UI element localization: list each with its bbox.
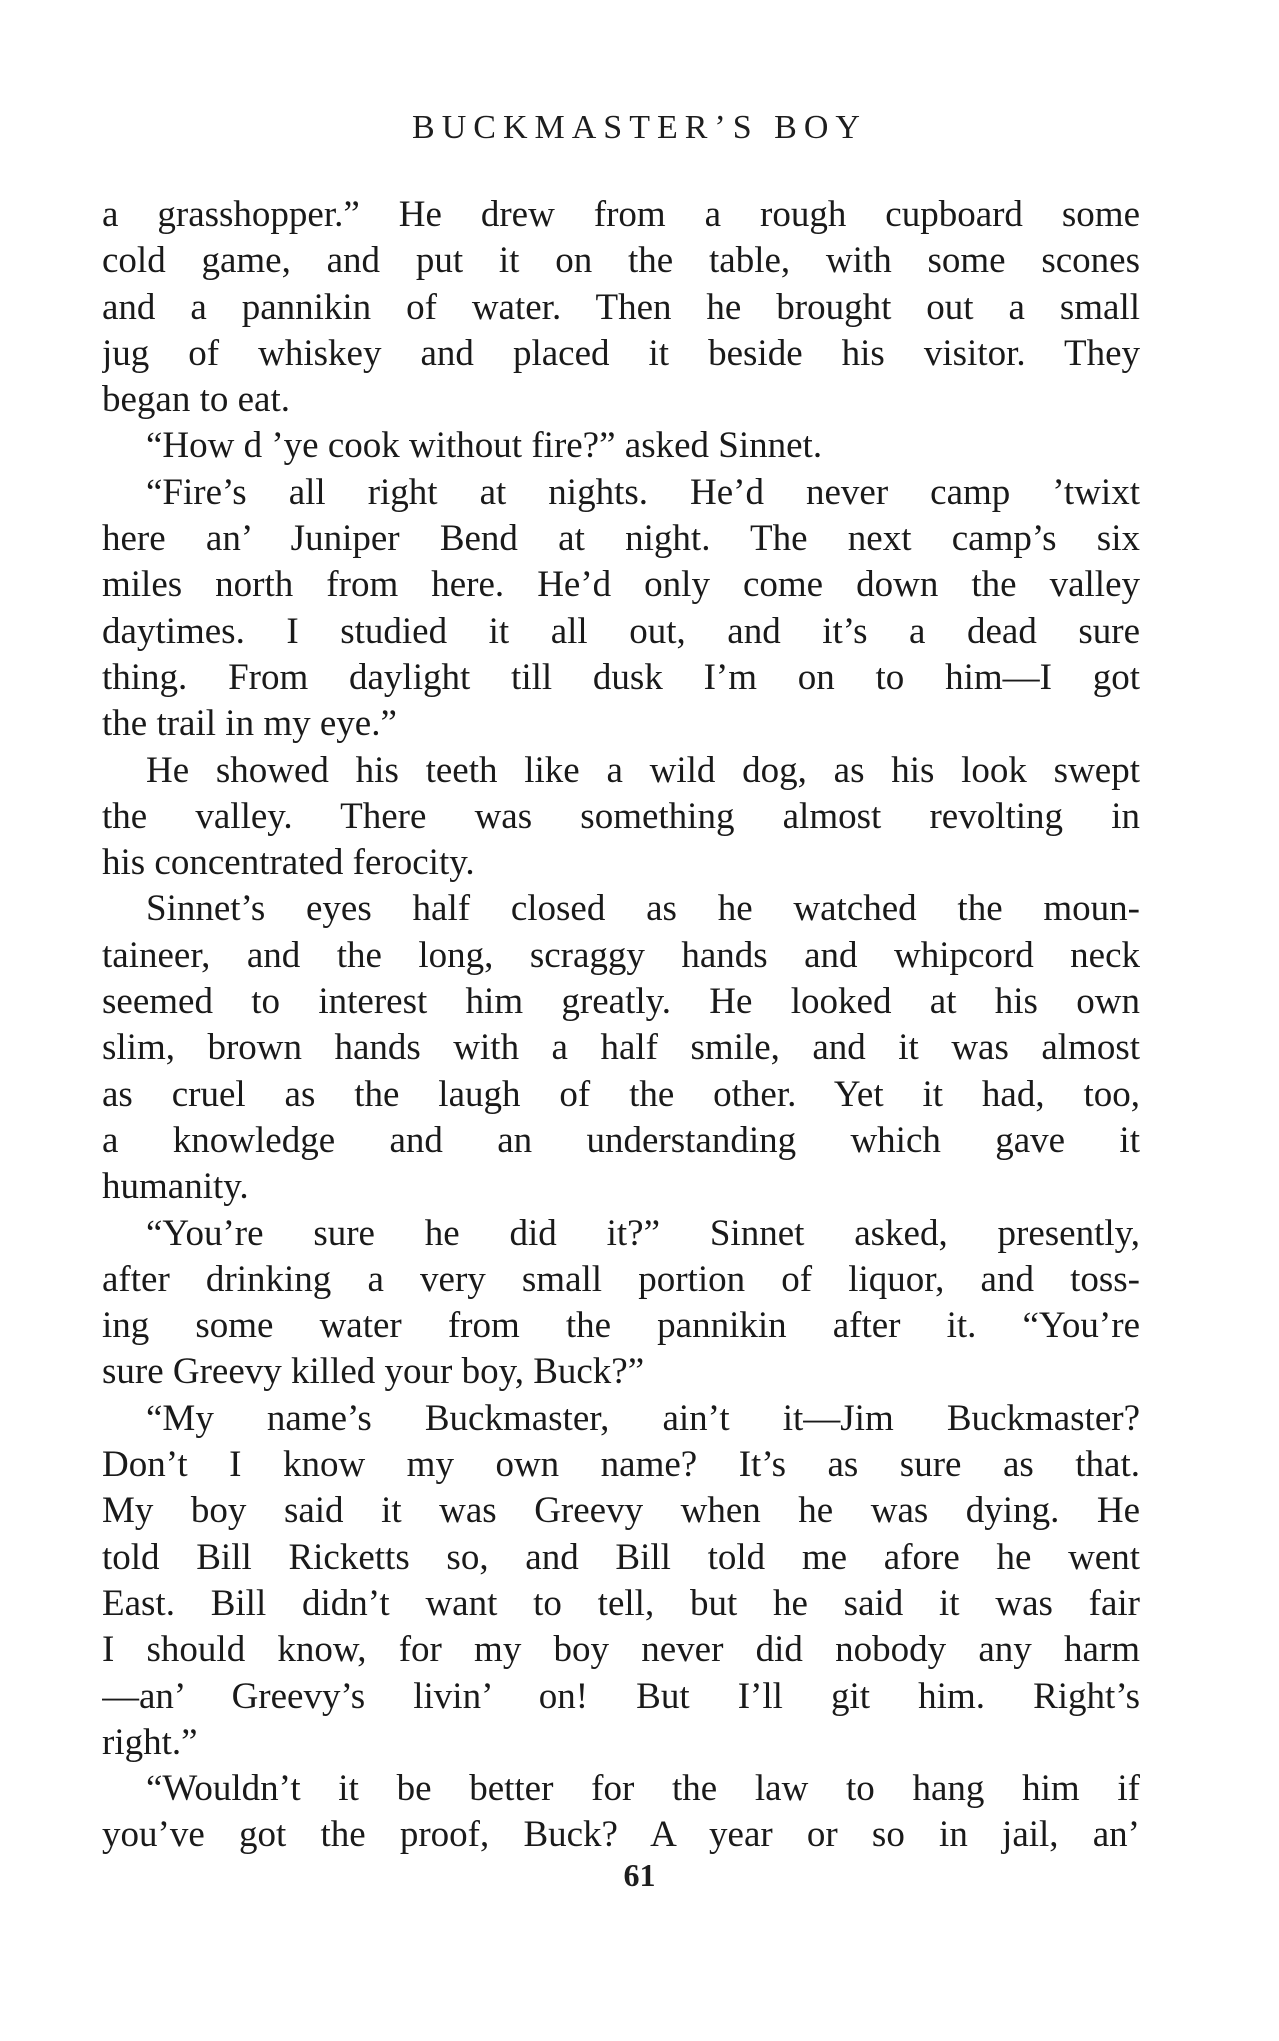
text-line: My boy said it was Greevy when he was dying. He	[102, 1490, 1140, 1532]
text-line: “You’re sure he did it?” Sinnet asked, presently,	[146, 1212, 1140, 1254]
text-line: “Wouldn’t it be better for the law to hang him if	[146, 1768, 1140, 1810]
text-line: the valley. There was something almost revolting in	[102, 795, 1140, 837]
text-line: here an’ Juniper Bend at night. The next camp’s six	[102, 518, 1140, 560]
text-line: taineer, and the long, scraggy hands and whipcord neck	[102, 934, 1140, 976]
text-line: as cruel as the laugh of the other. Yet it had, too,	[102, 1073, 1140, 1115]
text-line: East. Bill didn’t want to tell, but he said it was fair	[102, 1582, 1140, 1624]
text-line: I should know, for my boy never did nobody any harm	[102, 1629, 1140, 1671]
text-line: Sinnet’s eyes half closed as he watched the moun-	[146, 888, 1140, 930]
text-line: Don’t I know my own name? It’s as sure as that.	[102, 1444, 1140, 1486]
text-line: after drinking a very small portion of liquor, and toss-	[102, 1258, 1140, 1300]
text-line: a grasshopper.” He drew from a rough cupboard some	[102, 194, 1140, 235]
text-line: thing. From daylight till dusk I’m on to him—I got	[102, 656, 1140, 698]
text-line: ing some water from the pannikin after it. “You’re	[102, 1305, 1140, 1347]
text-line: right.”	[102, 1721, 198, 1763]
text-line: you’ve got the proof, Buck? A year or so in jail, an’	[102, 1814, 1140, 1856]
text-line: daytimes. I studied it all out, and it’s a dead sure	[102, 610, 1140, 652]
text-line: cold game, and put it on the table, with some scones	[102, 240, 1140, 282]
text-line: “Fire’s all right at nights. He’d never camp ’twixt	[146, 471, 1140, 513]
text-line: slim, brown hands with a half smile, and it was almost	[102, 1027, 1140, 1069]
running-head: BUCKMASTER’S BOY	[412, 109, 867, 146]
text-line: told Bill Ricketts so, and Bill told me afore he went	[102, 1536, 1140, 1578]
text-line: He showed his teeth like a wild dog, as his look swept	[146, 749, 1140, 791]
text-line: “How d ’ye cook without fire?” asked Sinnet.	[146, 425, 823, 467]
text-line: began to eat.	[102, 379, 290, 421]
text-line: humanity.	[102, 1166, 249, 1208]
text-line: miles north from here. He’d only come down the valley	[102, 564, 1140, 606]
text-line: sure Greevy killed your boy, Buck?”	[102, 1351, 645, 1393]
text-line: the trail in my eye.”	[102, 703, 397, 745]
body-text	[102, 192, 1140, 1859]
text-line: —an’ Greevy’s livin’ on! But I’ll git him. Right’s	[102, 1675, 1140, 1717]
text-line: seemed to interest him greatly. He looked at his own	[102, 981, 1140, 1023]
text-line: “My name’s Buckmaster, ain’t it—Jim Buckmaster?	[146, 1397, 1140, 1439]
page-number: 61	[623, 1857, 656, 1893]
text-line: and a pannikin of water. Then he brought out a small	[102, 286, 1140, 328]
text-line: jug of whiskey and placed it beside his visitor. They	[102, 332, 1140, 374]
text-line: his concentrated ferocity.	[102, 842, 475, 884]
text-line: a knowledge and an understanding which gave it	[102, 1119, 1140, 1161]
